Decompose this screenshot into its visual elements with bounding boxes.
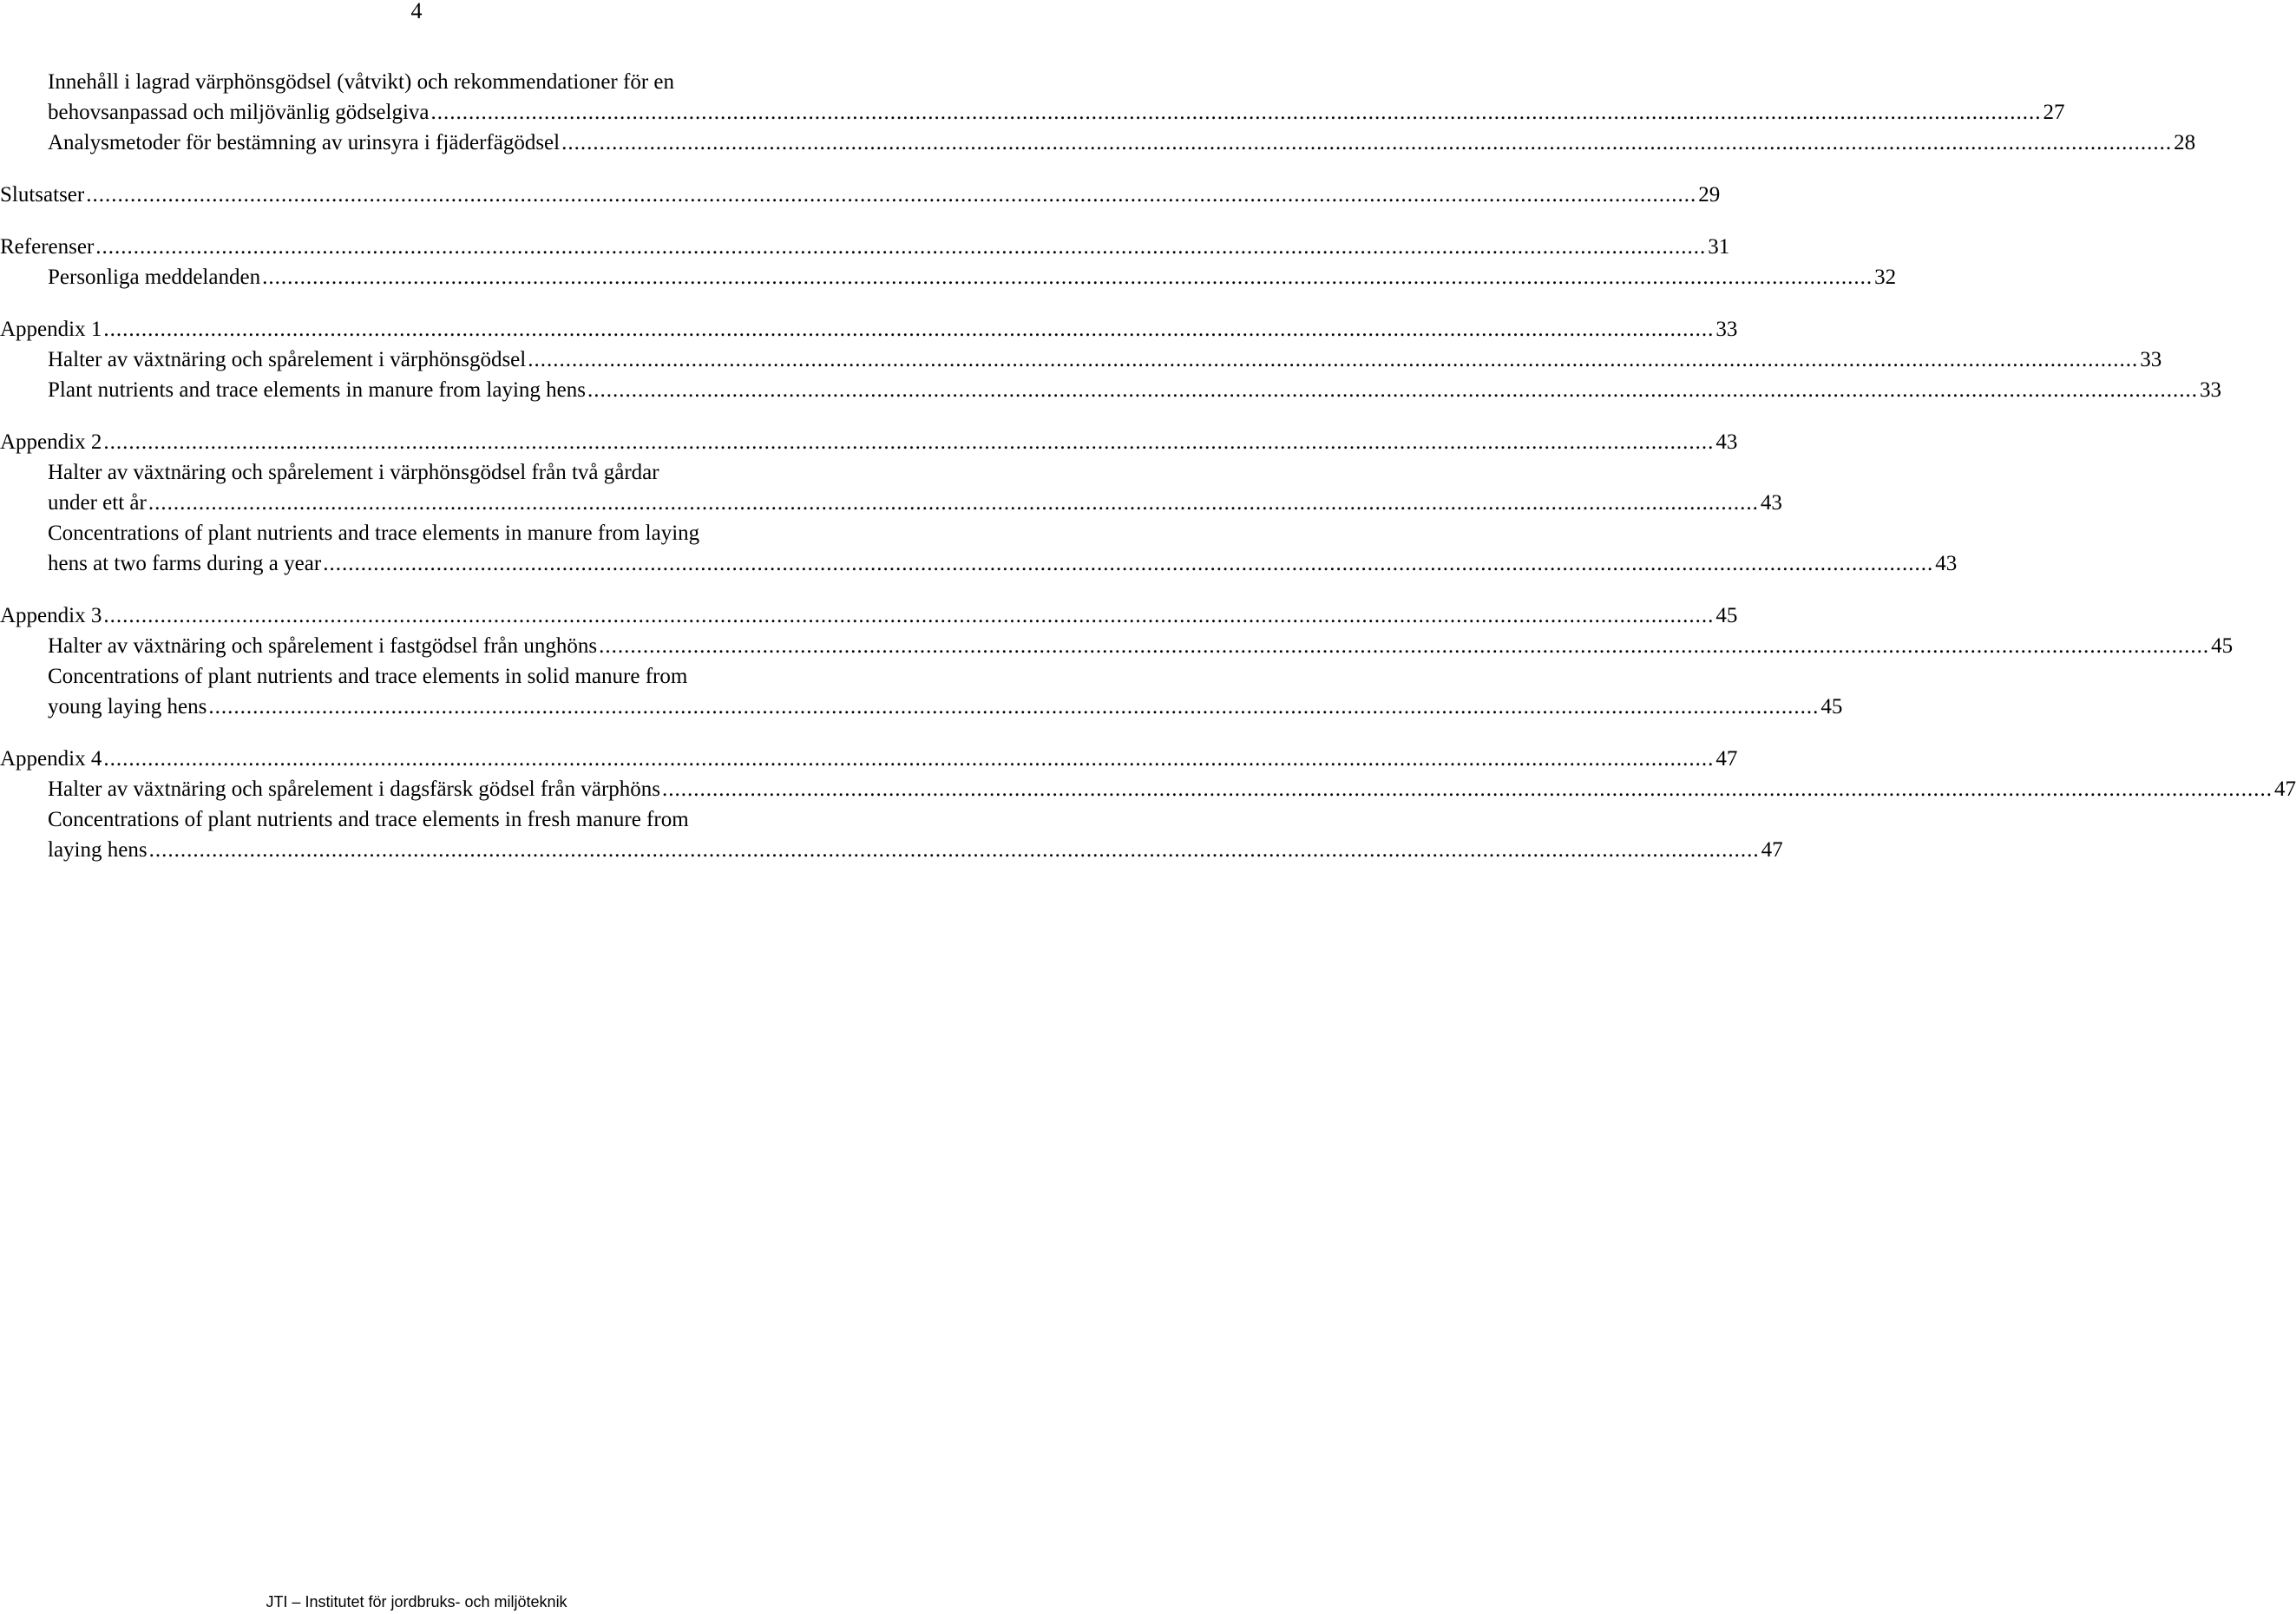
toc-entry-line [48, 128, 2196, 158]
toc-entry[interactable] [0, 804, 1783, 865]
toc-page-number: 43 [1935, 552, 1958, 575]
dot-leader [431, 97, 2042, 128]
toc-entry-text: Referenser [0, 235, 95, 259]
toc-entry[interactable] [0, 344, 2162, 375]
toc-entry-text: Personliga meddelanden [48, 266, 261, 289]
toc-page-number: 47 [2274, 777, 2296, 801]
toc-entry-line [0, 427, 1738, 457]
toc-entry[interactable] [0, 744, 1738, 774]
toc-entry-line [48, 548, 1958, 579]
toc-entry-text: Concentrations of plant nutrients and trace elements in manure from laying [48, 522, 700, 545]
toc-entry-line [0, 180, 1721, 210]
toc-entry-text: under ett år [48, 491, 147, 515]
dot-leader [587, 375, 2198, 405]
toc-page-number: 45 [2211, 634, 2234, 658]
table-of-contents [0, 67, 2296, 865]
toc-page-number: 32 [1874, 266, 1897, 289]
toc-entry-line [0, 600, 1738, 631]
toc-entry[interactable] [0, 774, 2296, 804]
toc-entry-text: Plant nutrients and trace elements in manure from laying hens [48, 378, 586, 402]
toc-entry-text: Appendix 1 [0, 318, 102, 341]
toc-entry[interactable] [0, 457, 1782, 518]
dot-leader [148, 488, 1759, 518]
toc-entry-text: Halter av växtnäring och spårelement i fastgödsel från unghöns [48, 634, 598, 658]
toc-entry-line [48, 262, 1897, 292]
toc-entry[interactable] [0, 232, 1730, 262]
toc-page-number: 27 [2043, 101, 2065, 124]
toc-entry[interactable] [0, 314, 1738, 344]
dot-leader [149, 835, 1760, 865]
toc-entry[interactable] [0, 631, 2234, 661]
toc-entry[interactable] [0, 375, 2221, 405]
dot-leader [262, 262, 1873, 292]
dot-leader [599, 631, 2209, 661]
toc-entry[interactable] [0, 262, 1897, 292]
dot-leader [103, 314, 1714, 344]
toc-entry[interactable] [0, 600, 1738, 631]
toc-entry-line [0, 232, 1730, 262]
toc-entry-line [48, 774, 2296, 804]
toc-entry-text: Slutsatser [0, 183, 85, 207]
toc-entry-text: young laying hens [48, 695, 207, 718]
toc-entry-line [48, 375, 2221, 405]
dot-leader [208, 692, 1819, 722]
dot-leader [86, 180, 1696, 210]
dot-leader [561, 128, 2172, 158]
toc-entry-text: Concentrations of plant nutrients and trace elements in solid manure from [48, 665, 688, 688]
toc-entry-line [48, 631, 2234, 661]
toc-entry-text: laying hens [48, 838, 148, 862]
page-number: 4 [410, 0, 423, 23]
toc-entry-text: Analysmetoder för bestämning av urinsyra i fjäderfägödsel [48, 131, 561, 154]
toc-entry-text: Innehåll i lagrad värphönsgödsel (våtvikt) och rekommendationer för en [48, 70, 674, 94]
dot-leader [323, 548, 1933, 579]
toc-entry[interactable] [0, 128, 2196, 158]
toc-entry[interactable] [0, 67, 2065, 128]
toc-entry[interactable] [0, 518, 1958, 579]
dot-leader [103, 600, 1714, 631]
toc-entry-line [48, 344, 2162, 375]
dot-leader [95, 232, 1706, 262]
toc-entry[interactable] [0, 180, 1721, 210]
dot-leader [662, 774, 2273, 804]
toc-entry-text: Concentrations of plant nutrients and trace elements in fresh manure from [48, 808, 689, 831]
dot-leader [103, 744, 1714, 774]
toc-entry[interactable] [0, 427, 1738, 457]
toc-entry-text: Appendix 2 [0, 430, 102, 454]
toc-entry-text: hens at two farms during a year [48, 552, 322, 575]
toc-entry[interactable] [0, 661, 1843, 722]
toc-page-number: 29 [1698, 183, 1721, 207]
toc-page-number: 47 [1761, 838, 1783, 862]
toc-entry-line [48, 835, 1783, 865]
page-footer: JTI – Institutet för jordbruks- och miljöteknik [266, 1593, 567, 1611]
toc-entry-text: Appendix 4 [0, 747, 102, 771]
dot-leader [528, 344, 2138, 375]
toc-entry-line [0, 314, 1738, 344]
toc-entry-line [48, 488, 1782, 518]
toc-entry-text: Halter av växtnäring och spårelement i värphönsgödsel [48, 348, 527, 371]
toc-page-number: 33 [2140, 348, 2162, 371]
toc-page-number: 47 [1715, 747, 1738, 771]
toc-page-number: 43 [1760, 491, 1782, 515]
toc-entry-line [0, 744, 1738, 774]
toc-entry-text: Halter av växtnäring och spårelement i dagsfärsk gödsel från värphöns [48, 777, 661, 801]
toc-entry-line [48, 692, 1843, 722]
toc-entry-text: Appendix 3 [0, 604, 102, 627]
toc-entry-line [48, 97, 2065, 128]
toc-page-number: 33 [2199, 378, 2221, 402]
toc-page-number: 43 [1715, 430, 1738, 454]
toc-page-number: 45 [1820, 695, 1843, 718]
toc-page-number: 28 [2174, 131, 2196, 154]
toc-page-number: 33 [1715, 318, 1738, 341]
toc-page-number: 31 [1708, 235, 1730, 259]
toc-entry-text: behovsanpassad och miljövänlig gödselgiva [48, 101, 430, 124]
toc-page-number: 45 [1715, 604, 1738, 627]
toc-entry-text: Halter av växtnäring och spårelement i värphönsgödsel från två gårdar [48, 461, 659, 484]
dot-leader [103, 427, 1714, 457]
